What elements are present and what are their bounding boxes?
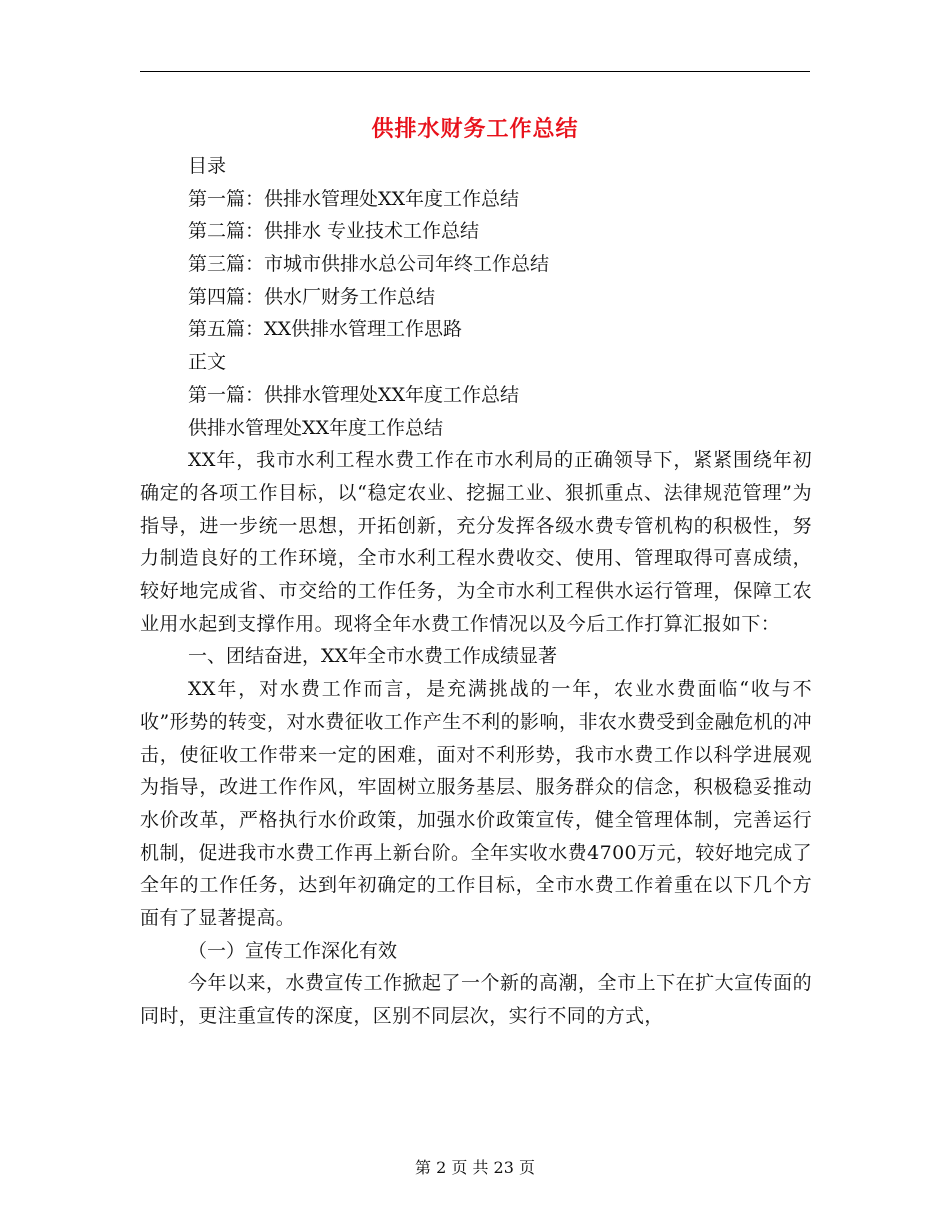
document-body bbox=[140, 150, 812, 1033]
page-footer: 第 2 页 共 23 页 bbox=[415, 1158, 535, 1177]
paragraph: XX年，对水费工作而言，是充满挑战的一年，农业水费面临“收与不收”形势的转变，对水费征收工作产生不利的影响，非农水费受到金融危机的冲击，使征收工作带来一定的困难，面对不利形势，我市水费工作以科学进展观为指导，改进工作作风，牢固树立服务基层、服务群众的信念，积极稳妥推动水价改革，严格执行水价政策，加强水价政策宣传，健全管理体制，完善运行机制，促进我市水费工作再上新台阶。全年实收水费4700万元，较好地完成了全年的工作任务，达到年初确定的工作目标，全市水费工作着重在以下几个方面有了显著提高。 bbox=[140, 678, 812, 930]
toc-heading: 目录 bbox=[188, 155, 227, 177]
chapter-subtitle: 供排水管理处XX年度工作总结 bbox=[188, 416, 444, 439]
toc-item: 第三篇：市城市供排水总公司年终工作总结 bbox=[188, 253, 550, 276]
header-rule bbox=[140, 71, 810, 72]
section-heading: 一、团结奋进，XX年全市水费工作成绩显著 bbox=[188, 645, 558, 668]
toc-item: 第五篇：XX供排水管理工作思路 bbox=[188, 318, 463, 341]
subsection-heading: （一）宣传工作深化有效 bbox=[188, 939, 398, 962]
toc-item: 第四篇：供水厂财务工作总结 bbox=[188, 285, 436, 308]
chapter-title: 第一篇：供排水管理处XX年度工作总结 bbox=[188, 383, 520, 406]
document-title: 供排水财务工作总结 bbox=[371, 116, 579, 142]
paragraph: 今年以来，水费宣传工作掀起了一个新的高潮，全市上下在扩大宣传面的同时，更注重宣传的深度，区别不同层次，实行不同的方式， bbox=[140, 972, 812, 1028]
toc-item: 第一篇：供排水管理处XX年度工作总结 bbox=[188, 187, 520, 210]
toc-item: 第二篇：供排水 专业技术工作总结 bbox=[188, 220, 480, 243]
paragraph: XX年，我市水利工程水费工作在市水利局的正确领导下，紧紧围绕年初确定的各项工作目标，以“稳定农业、挖掘工业、狠抓重点、法律规范管理”为指导，进一步统一思想，开拓创新，充分发挥各级水费专管机构的积极性，努力制造良好的工作环境，全市水利工程水费收交、使用、管理取得可喜成绩，较好地完成省、市交给的工作任务，为全市水利工程供水运行管理，保障工农业用水起到支撑作用。现将全年水费工作情况以及今后工作打算汇报如下： bbox=[140, 449, 812, 635]
body-heading: 正文 bbox=[188, 351, 227, 374]
